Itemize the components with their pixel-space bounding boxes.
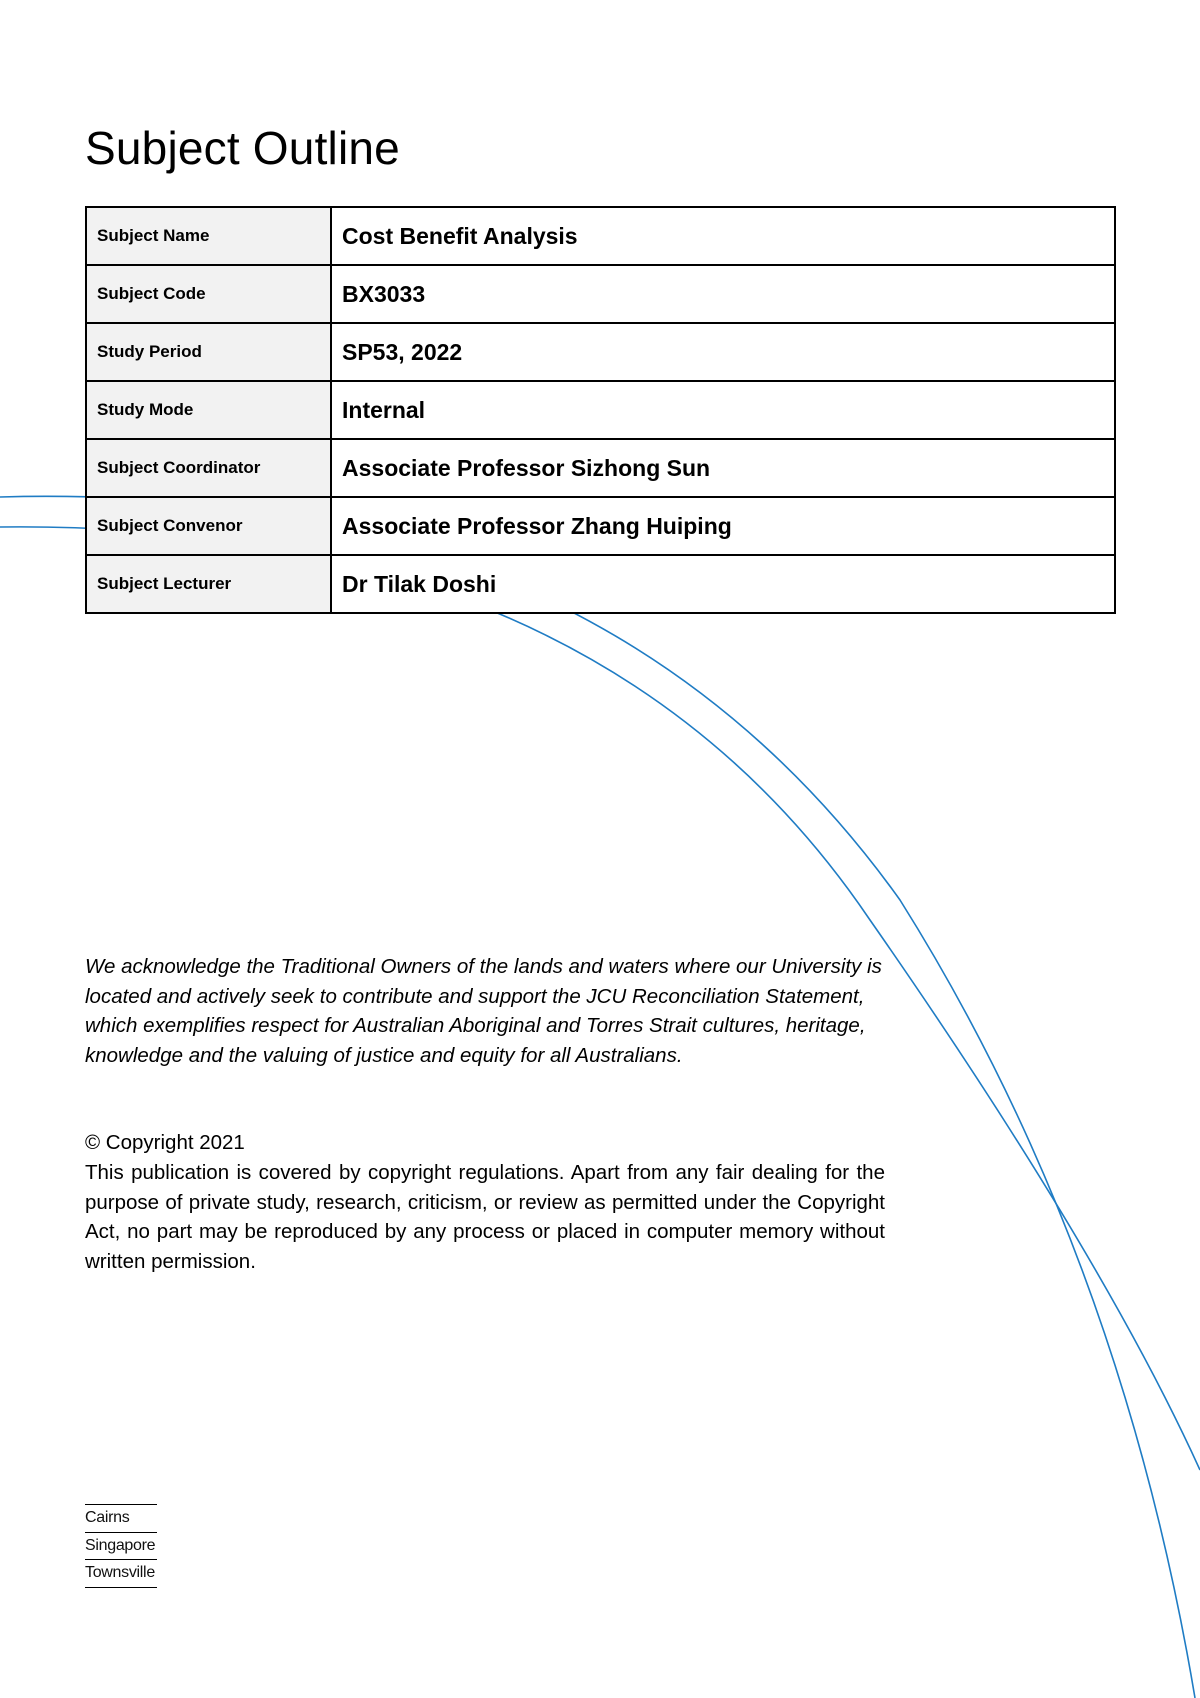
subject-details-table	[85, 206, 1116, 614]
acknowledgement-of-country: We acknowledge the Traditional Owners of the lands and waters where our University is located and actively seek to contribute and support the JCU Reconciliation Statement, which exemplifies respect for Australian Aboriginal and Torres Strait cultures, heritage, knowledge and the valuing of justice and equity for all Australians.	[85, 955, 882, 1067]
row-label-subject-lecturer: Subject Lecturer	[86, 555, 331, 613]
table-row	[86, 323, 1115, 381]
table-row	[86, 555, 1115, 613]
campus-list	[85, 1504, 157, 1588]
table-row	[86, 439, 1115, 497]
table-row	[86, 207, 1115, 265]
copyright-notice: This publication is covered by copyright regulations. Apart from any fair dealing for the purpose of private study, research, criticism, or review as permitted under the Copyright Act, no part may be reproduced by any process or placed in computer memory without written permission.	[85, 1161, 885, 1273]
row-label-subject-code: Subject Code	[86, 265, 331, 323]
table-row	[86, 497, 1115, 555]
row-value-subject-coordinator: Associate Professor Sizhong Sun	[331, 439, 1115, 497]
row-label-subject-coordinator: Subject Coordinator	[86, 439, 331, 497]
row-label-subject-convenor: Subject Convenor	[86, 497, 331, 555]
row-value-study-period: SP53, 2022	[331, 323, 1115, 381]
row-value-subject-code: BX3033	[331, 265, 1115, 323]
arc-outer	[0, 496, 1195, 1698]
row-label-subject-name: Subject Name	[86, 207, 331, 265]
table-row	[86, 381, 1115, 439]
row-label-study-mode: Study Mode	[86, 381, 331, 439]
row-value-subject-lecturer: Dr Tilak Doshi	[331, 555, 1115, 613]
row-value-subject-name: Cost Benefit Analysis	[331, 207, 1115, 265]
copyright-heading: © Copyright 2021	[85, 1131, 245, 1154]
row-value-subject-convenor: Associate Professor Zhang Huiping	[331, 497, 1115, 555]
campus-townsville: Townsville	[85, 1560, 157, 1588]
campus-cairns: Cairns	[85, 1505, 157, 1533]
campus-singapore: Singapore	[85, 1533, 157, 1561]
table-row	[86, 265, 1115, 323]
row-value-study-mode: Internal	[331, 381, 1115, 439]
row-label-study-period: Study Period	[86, 323, 331, 381]
page-title: Subject Outline	[85, 122, 400, 174]
